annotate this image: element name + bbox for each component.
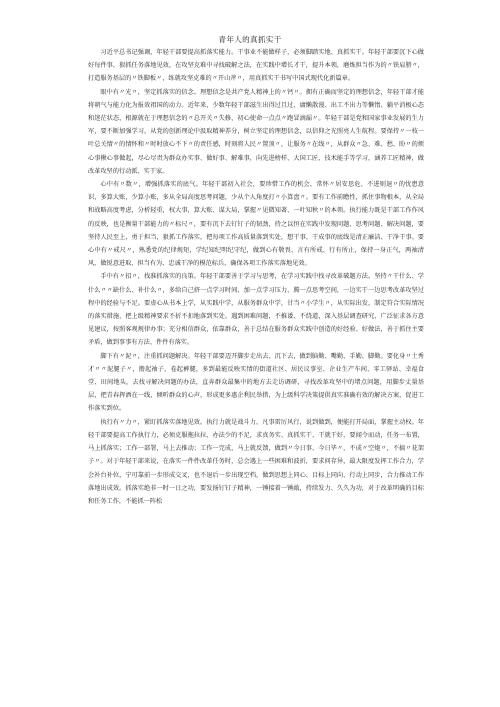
paragraph: 脚下有〃泥〃，注重抓问题解决。年轻干部要迈开脚步走出去、沉下去，做到脑勤、嘴勤、手勤、脚勤。要化身〃土秀才〃〃泥腿子〃，撸起袖子，卷起裤腿，多到最能反映实情的街道社区、居民议事室、企业生产车间、零工驿站、幸福食堂、田间地头，去找寻解决问题的办法，直奔群众最集中的地方去走访调研，寻找改革攻坚中的堵点问题，用脚步丈量基层，把青春挥洒在一线，倾听群众的心声，形成更多惠企利民举措，为上级科学决策提供真实准确有效的解决方案，促进工作落实到位。: [88, 352, 424, 413]
document-body: [88, 46, 424, 508]
paragraph: 执行有〃力〃，紧盯抓落实落地见效。执行力就是战斗力，凡事雷厉风行，说到做到，便能打开局面，掌握主动权。年轻干部要提高工作执行力，必须克服拖拉拉、办法少的不足，求真务实、真抓实干、干就干好，要闻令而动，任务一布置，马上抓落实；工作一部署，马上去推动；工作一完成，马上就反馈，做到〃今日事、今日毕〃，不成〃空炮〃，不搞〃花架子〃。对于年轻干部来说，在落实一件件改革任务时，总会遇上一些困难和波折，要求问存异，最大限度发挥工作合力，学会补台补位，宁可靠前一步形成交叉，也不退后一步出现空档，做到思想上同心、目标上同向、行动上同步，合力推动工作落地出成效。抓落实绝非一时一日之功，要发扬钉钉子精神，一锤接着一锤敲，持续发力、久久为功，对于改革明确的目标和任务工作，不能抓一阵松: [88, 418, 424, 505]
paragraph: 习近平总书记强调，年轻干部要提高抓落实能力。干事业不能做样子，必须脚踏实地、真抓实干。年轻干部要沉下心做好每件事，狠抓任务落地见效，在攻坚克难中寻找破解之法，在实践中增长才干，提升本领，磨炼担当作为的〃铁肩膀〃，打造服务基层的〃铁脚板〃，练就攻坚克难的〃开山斧〃，用真抓实干书写中国式现代化新篇章。: [88, 49, 424, 83]
paragraph: 眼中有〃光〃，坚定抓落实的信念。理想信念是共产党人精神上的〃钙〃。拥有正确而坚定的理想信念，年轻干部才能将朝气与能力化为报效祖国的动力。近年来，少数年轻干部滋生出得过且过、庸懒散漫、出工不出力等懒惰、躺平消极心态和迷茫状态，根源就在于理想信念的〃总开关〃失修，初心使命一点点〃跑冒滴漏〃。年轻干部是党和国家事业发展的生力军，要不断加强学习，从党的创新理论中汲取精神养分，树立坚定的理想信念，以信仰之光照亮人生航程。要保持〃一枝一叶总关情〃的情怀和〃时时放心不下〃的责任感，时刻将人民〃置顶〃，让服务〃在线〃，从群众〃急、难、愁、盼〃的烦心事揪心事做起，尽心尽责为群众办实事、做好事、解难事，向先进榜样、大国工匠、技术能手等学习，涵养工匠精神，做改革攻坚的行动派、实干家。: [88, 88, 424, 175]
paragraph: 手中有〃招〃，找准抓落实的良策。年轻干部要善于学习与思考，在学习实践中找寻改革破题方法。坚持〃干什么、学什么〃〃缺什么、补什么〃，多给自己挤一点学习时间、加一点学习压力、腾一点思考空间，一边实干一边思考改革攻坚过程中的经验与不足。要虚心从书本上学，从实践中学，从服务群众中学，甘当〃小学生〃，从实际出发，制定符合实际情况的落实措施，把上级精神要求不折不扣地落到实处。遇到困难问题，不推诿、不绕道，深入基层调查研究，广泛征求各方意见建议，按照客观规律办事；充分相信群众，依靠群众，善于总结在服务群众实践中创造的好经验、好做法，善于抓住主要矛盾，做到事事有方法、件件有落实。: [88, 273, 424, 347]
document-title: 青年人的真抓实干: [218, 35, 282, 44]
paragraph: 心中有〃数〃，增强抓落实的底气。年轻干部初入社会，要珍惜工作的机会，常怀〃居安思危、不进则退〃的忧患意识，多算大账，少算小账，多从全局高度思考问题，少从个人角度打〃小算盘〃。要有工作前瞻性，抓住事物根本，从全局和战略高度考虑，分析轻重，权大事，算大账、谋大局，掌握〃见微知著、一叶知秋〃的本领。执行能力既是干部工作作风的反映，也是衡量干部能力的〃标尺〃，要有沉下去钉钉子的韧劲，持之以恒在实践中发现问题、思考问题、解决问题，要坚持人民至上，勇于担当，狠抓工作落实，把每项工作高质量落到实处，想干事、干成事的底线是清正廉洁、干净干事。要心中有〃戒尺〃，熟悉党的纪律规矩，学纪知纪明纪守纪，做到心有敬畏、言有所戒、行有所止，保持一身正气，两袖清风，做锐意进取、担当有为、忠诚干净的模范标兵，确保各项工作落实落地见效。: [88, 181, 424, 268]
